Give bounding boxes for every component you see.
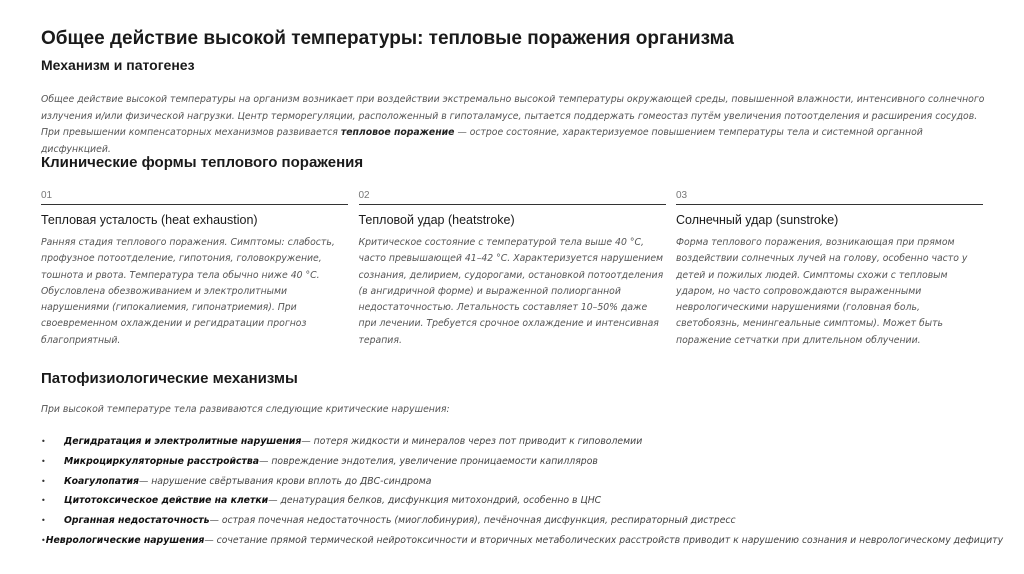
list-item — [41, 452, 1001, 472]
mechanism-description: — потеря жидкости и минералов через пот приводит к гиповолемии — [301, 436, 643, 448]
mechanism-description: — повреждение эндотелия, увеличение проницаемости капилляров — [259, 456, 598, 468]
form-description: Ранняя стадия теплового поражения. Симптомы: слабость, профузное потоотделение, гипотония, головокружение, тошнота и рвота. Температура тела обычно ниже 40 °C. Обусловлена обезвоживанием и электролитными нарушениями (гипокалиемия, гипонатриемия). При своевременном охлаждении и регидратации прогноз благоприятный. — [41, 237, 335, 346]
mechanism-term: Неврологические нарушения — [45, 534, 205, 546]
mechanism-description: — денатурация белков, дисфункция митохондрий, особенно в ЦНС — [268, 495, 602, 507]
form-column-2 — [359, 190, 666, 349]
list-item — [41, 511, 1001, 531]
list-item — [41, 491, 1001, 511]
form-title: Солнечный удар (sunstroke) — [676, 213, 839, 227]
bullet-icon: • — [41, 437, 46, 447]
bullet-icon: • — [41, 496, 46, 506]
mechanism-term: Микроциркуляторные расстройства — [64, 456, 260, 468]
bullet-icon: • — [41, 535, 46, 545]
form-number: 01 — [41, 190, 348, 205]
mechanisms-intro: При высокой температуре тела развиваются следующие критические нарушения: — [41, 404, 450, 415]
mechanism-description: — сочетание прямой термической нейротоксичности и вторичных метаболических расстройств приводит к нарушению сознания и неврологическому дефициту — [204, 534, 1004, 546]
form-number: 03 — [676, 190, 983, 205]
mechanism-term: Цитотоксическое действие на клетки — [64, 495, 269, 507]
forms-heading: Клинические формы теплового поражения — [41, 154, 364, 171]
intro-text-part2: — острое состояние, характеризуемое повышением температуры тела и системной органной дисфункцией. — [41, 127, 923, 155]
bullet-icon: • — [41, 457, 46, 467]
mechanism-term: Коагулопатия — [64, 475, 139, 487]
form-title: Тепловой удар (heatstroke) — [358, 213, 515, 227]
form-number: 02 — [359, 190, 666, 205]
list-item — [41, 432, 1001, 452]
mechanisms-list — [41, 432, 1004, 550]
bullet-icon: • — [41, 516, 46, 526]
mechanism-term: Дегидратация и электролитные нарушения — [64, 436, 302, 448]
page-title: Общее действие высокой температуры: тепловые поражения организма — [41, 28, 734, 49]
intro-paragraph — [41, 92, 991, 158]
clinical-forms-columns — [41, 190, 983, 349]
mechanism-term: Органная недостаточность — [64, 515, 210, 527]
list-item — [41, 471, 1001, 491]
page-subtitle: Механизм и патогенез — [41, 57, 195, 73]
form-column-1 — [41, 190, 348, 349]
form-description: Форма теплового поражения, возникающая при прямом воздействии солнечных лучей на голову, особенно часто у детей и пожилых людей. Симптомы схожи с тепловым ударом, но часто сопровождаются выраженными неврологическими нарушениями (головная боль, светобоязнь, менингеальные симптомы). Может быть поражение сетчатки при длительном облучении. — [676, 237, 968, 346]
list-item — [41, 530, 1004, 550]
form-column-3 — [676, 190, 983, 349]
mechanism-description: — острая почечная недостаточность (миоглобинурия), печёночная дисфункция, респираторный дистресс — [209, 515, 736, 527]
form-description: Критическое состояние с температурой тела выше 40 °C, часто превышающей 41–42 °C. Характеризуется нарушением сознания, делирием, судорогами, остановкой потоотделения (в ангидричной форме) и выраженной полиорганной недостаточностью. Летальность составляет 10–50% даже при лечении. Требуется срочное охлаждение и интенсивная терапия. — [358, 237, 664, 346]
intro-term: тепловое поражение — [340, 127, 455, 138]
bullet-icon: • — [41, 476, 46, 486]
intro-text-part1: Общее действие высокой температуры на организм возникает при воздействии экстремально высокой температуры окружающей среды, повышенной влажности, интенсивного солнечного излучения и/или физической нагрузки. Центр терморегуляции, расположенный в гипоталамусе, пытается поддержать гомеостаз путём увеличения потоотделения и расширения сосудов. При превышении компенсаторных механизмов развивается — [41, 94, 985, 138]
mechanism-description: — нарушение свёртывания крови вплоть до ДВС-синдрома — [138, 475, 432, 487]
mechanisms-heading: Патофизиологические механизмы — [41, 370, 298, 387]
form-title: Тепловая усталость (heat exhaustion) — [41, 213, 258, 227]
